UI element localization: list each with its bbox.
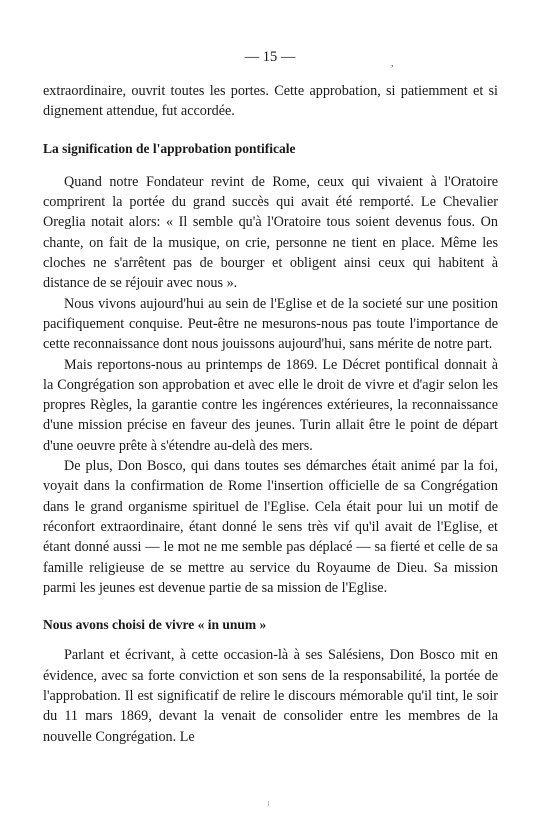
scan-mark [268, 801, 269, 806]
section-heading-approbation: La signification de l'approbation pontificale [43, 140, 296, 156]
paragraph-parlant: Parlant et écrivant, à cette occasion-là à ses Salésiens, Don Bosco mit en évidence, avec sa forte conviction et son sens de la responsabilité, la portée de l'approbation. Il est significatif de relire le discours mémorable qu'il tint, le soir du 11 mars 1869, devant la venait de consolider entre les membres de la nouvelle Congrégation. Le [43, 647, 498, 745]
paragraph-nous-vivons: Nous vivons aujourd'hui au sein de l'Eglise et de la societé sur une position pacifiquement conquise. Peut-être ne mesurons-nous pas toute l'importance de cette reconnaissance dont nous jouissons aujourd'hui, sans mérite de notre part. [43, 295, 498, 353]
stray-mark: , [391, 58, 394, 69]
paragraph-continuation: extraordinaire, ouvrit toutes les portes. Cette approbation, si patiemment et si dignement attendue, fut accordée. [43, 83, 498, 120]
section-heading-in-unum: Nous avons choisi de vivre « in unum » [43, 617, 267, 633]
paragraph-printemps-1869: Mais reportons-nous au printemps de 1869. Le Décret pontifical donnait à la Congrégation son approbation et avec elle le droit de vivre et d'agir selon les propres Règles, la garantie contre les ingérences extérieures, la reconnaissance d'une mission précise en faveur des jeunes. Turin allait être le point de départ d'une oeuvre prête à s'étendre au-delà des mers. [43, 356, 498, 454]
paragraph-fondateur: Quand notre Fondateur revint de Rome, ceux qui vivaient à l'Oratoire comprirent la portée du grand succès qui avait été remporté. Le Chevalier Oreglia notait alors: « Il semble qu'à l'Oratoire tous soient devenus fous. On chante, on fait de la musique, on crie, personne ne tient en place. Même les cloches ne s'arrêtent pas de bourger et obligent ainsi ceux qui habitent à distance de se réjouir avec nous ». [43, 173, 498, 292]
page-number: — 15 — [244, 49, 296, 65]
text-body [43, 81, 498, 747]
paragraph-de-plus: De plus, Don Bosco, qui dans toutes ses démarches était animé par la foi, voyait dans la confirmation de Rome l'insertion officielle de sa Congrégation dans le grand organisme spirituel de l'Eglise. Cela était pour lui un motif de réconfort extraordinaire, étant donné le sens très vif qu'il avait de l'Eglise, et étant donné aussi — le mot ne me semble pas déplacé — sa fierté et celle de sa famille religieuse de se mettre au service du Royaume de Dieu. Sa mission parmi les jeunes est devenue partie de sa mission de l'Eglise. [43, 458, 498, 596]
